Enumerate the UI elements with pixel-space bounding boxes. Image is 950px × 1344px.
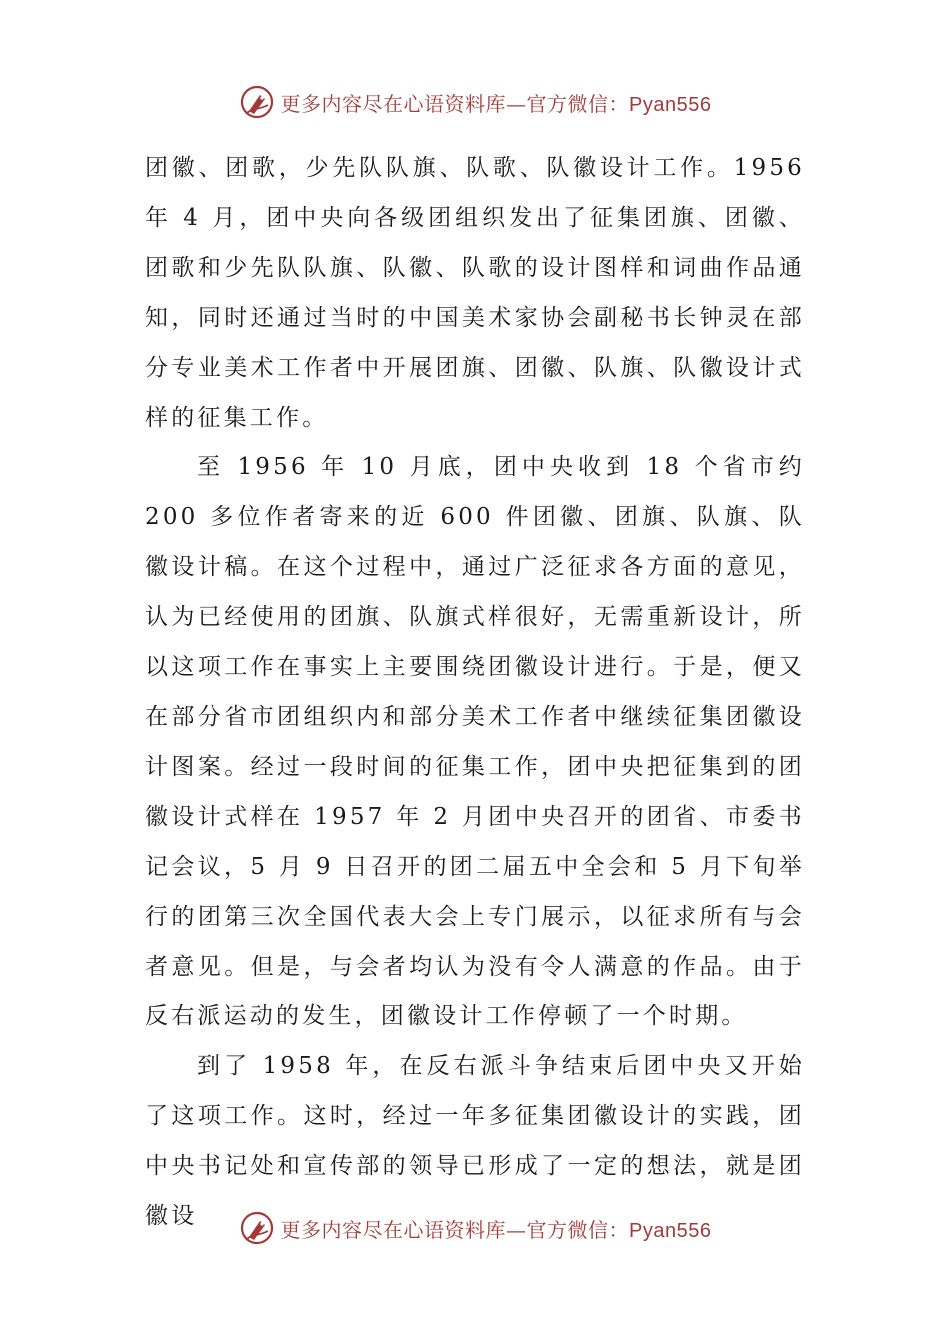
watermark-text: 更多内容尽在心语资料库—官方微信：Pyan556 [280,91,712,116]
watermark-text: 更多内容尽在心语资料库—官方微信：Pyan556 [280,1217,712,1242]
header-watermark [0,80,950,124]
watermark-contact: Pyan556 [629,93,712,116]
footer-watermark [0,1206,950,1250]
document-body [145,144,805,1242]
paragraph: 团徽、团歌，少先队队旗、队歌、队徽设计工作。1956 年 4 月，团中央向各级团组织发出了征集团旗、团徽、团歌和少先队队旗、队徽、队歌的设计图样和词曲作品通知，同时还通过当时的中国美术家协会副秘书长钟灵在部分专业美术工作者中开展团旗、团徽、队旗、队徽设计式样的征集工作。 [145,155,805,431]
watermark-contact: Pyan556 [629,1219,712,1242]
pen-nib-icon [239,84,275,120]
paragraph: 至 1956 年 10 月底，团中央收到 18 个省市约 200 多位作者寄来的近 600 件团徽、团旗、队旗、队徽设计稿。在这个过程中，通过广泛征求各方面的意见，认为已经使用的团旗、队旗式样很好，无需重新设计，所以这项工作在事实上主要围绕团徽设计进行。于是，便又在部分省市团组织内和部分美术工作者中继续征集团徽设计图案。经过一段时间的征集工作，团中央把征集到的团徽设计式样在 1957 年 2 月团中央召开的团省、市委书记会议，5 月 9 日召开的团二届五中全会和 5 月下旬举行的团第三次全国代表大会上专门展示，以征求所有与会者意见。但是，与会者均认为没有令人满意的作品。由于反右派运动的发生，团徽设计工作停顿了一个时期。 [145,454,805,1030]
pen-nib-icon [239,1210,275,1246]
paragraph: 到了 1958 年，在反右派斗争结束后团中央又开始了这项工作。这时，经过一年多征集团徽设计的实践，团中央书记处和宣传部的领导已形成了一定的想法，就是团徽设 [145,1053,805,1230]
